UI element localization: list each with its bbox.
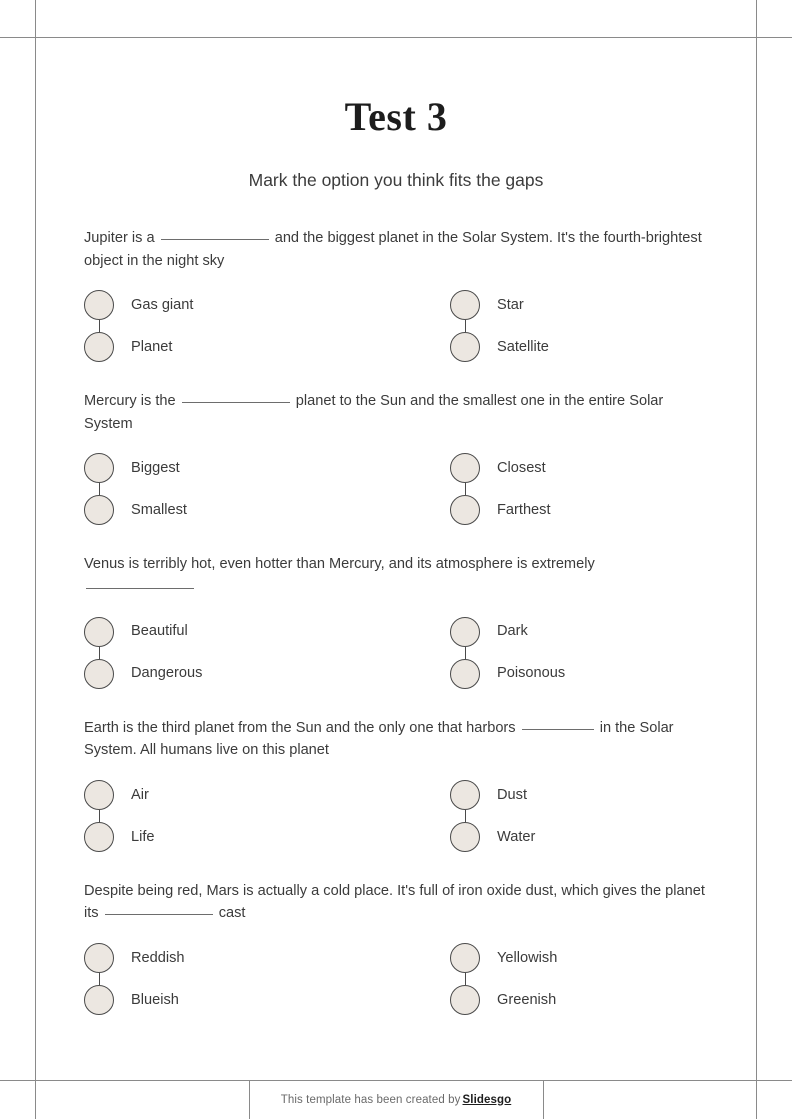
bubble-connector (99, 647, 100, 659)
question-block-3 (84, 553, 706, 694)
option-1-left-2[interactable] (84, 326, 450, 368)
option-3-right-2[interactable] (450, 653, 706, 695)
question-prompt-4-after: in the Solar System. All humans live on this planet (84, 719, 674, 759)
question-prompt-4-before: Earth is the third planet from the Sun and the only one that harbors (84, 719, 516, 736)
radio-bubble-icon[interactable] (450, 453, 480, 483)
radio-bubble-icon[interactable] (84, 780, 114, 810)
answer-blank-4[interactable] (522, 729, 594, 730)
option-2-right-2[interactable] (450, 489, 706, 531)
radio-bubble-icon[interactable] (450, 617, 480, 647)
option-3-left-2[interactable] (84, 653, 450, 695)
page-title: Test 3 (344, 94, 448, 139)
question-prompt-5-after: cast (218, 905, 246, 922)
answer-blank-1[interactable] (161, 239, 269, 240)
frame-line-left (35, 0, 36, 1119)
question-prompt-2-before: Mercury is the (84, 393, 176, 410)
option-3-left-1[interactable] (84, 611, 450, 653)
radio-bubble-icon[interactable] (450, 943, 480, 973)
option-2-left-2[interactable] (84, 489, 450, 531)
options-column-right-2 (450, 447, 706, 531)
bubble-connector (99, 973, 100, 985)
options-column-left-4 (84, 774, 450, 858)
bubble-connector (99, 483, 100, 495)
radio-bubble-icon[interactable] (84, 822, 114, 852)
options-column-left-2 (84, 447, 450, 531)
question-prompt-2-after: planet to the Sun and the smallest one in the entire Solar System (84, 393, 664, 432)
option-label: Life (131, 828, 155, 845)
question-prompt-5 (84, 880, 706, 925)
option-label: Biggest (131, 460, 180, 477)
frame-line-right (756, 0, 757, 1119)
bubble-connector (465, 810, 466, 822)
option-2-right-1[interactable] (450, 447, 706, 489)
question-block-1 (84, 227, 706, 368)
bubble-connector (465, 483, 466, 495)
bubble-connector (465, 973, 466, 985)
option-label: Water (497, 828, 536, 845)
option-label: Greenish (497, 991, 557, 1008)
question-prompt-3 (84, 553, 706, 598)
radio-bubble-icon[interactable] (84, 495, 114, 525)
page-subtitle: Mark the option you think fits the gaps (248, 170, 544, 190)
options-row-4 (84, 774, 706, 858)
bubble-connector (99, 810, 100, 822)
question-prompt-4 (84, 717, 706, 762)
question-prompt-3-before: Venus is terribly hot, even hotter than Mercury, and its atmosphere is extremely (84, 556, 595, 573)
option-label: Planet (131, 338, 173, 355)
answer-blank-2[interactable] (182, 402, 290, 403)
option-3-right-1[interactable] (450, 611, 706, 653)
option-1-right-1[interactable] (450, 284, 706, 326)
option-5-left-2[interactable] (84, 979, 450, 1021)
option-1-left-1[interactable] (84, 284, 450, 326)
radio-bubble-icon[interactable] (84, 659, 114, 689)
answer-blank-5[interactable] (105, 914, 213, 915)
radio-bubble-icon[interactable] (450, 985, 480, 1015)
radio-bubble-icon[interactable] (84, 453, 114, 483)
footer (0, 1080, 792, 1119)
options-row-5 (84, 937, 706, 1021)
radio-bubble-icon[interactable] (84, 943, 114, 973)
options-row-1 (84, 284, 706, 368)
radio-bubble-icon[interactable] (84, 985, 114, 1015)
answer-blank-3[interactable] (86, 588, 194, 589)
option-label: Smallest (131, 502, 187, 519)
option-label: Closest (497, 460, 546, 477)
option-4-right-2[interactable] (450, 816, 706, 858)
radio-bubble-icon[interactable] (84, 332, 114, 362)
option-label: Dust (497, 786, 528, 803)
options-column-right-5 (450, 937, 706, 1021)
frame-line-top (0, 37, 792, 38)
option-2-left-1[interactable] (84, 447, 450, 489)
options-column-right-4 (450, 774, 706, 858)
option-label: Reddish (131, 949, 185, 966)
radio-bubble-icon[interactable] (84, 617, 114, 647)
options-column-left-1 (84, 284, 450, 368)
question-block-2 (84, 390, 706, 531)
question-prompt-1-after: and the biggest planet in the Solar System. It's the fourth-brightest object in the night sky (84, 230, 702, 269)
option-label: Dangerous (131, 665, 203, 682)
radio-bubble-icon[interactable] (450, 332, 480, 362)
option-1-right-2[interactable] (450, 326, 706, 368)
question-prompt-1-before: Jupiter is a (84, 230, 155, 246)
option-label: Dark (497, 623, 528, 640)
bubble-connector (465, 647, 466, 659)
options-column-right-3 (450, 611, 706, 695)
option-label: Star (497, 296, 524, 313)
option-label: Poisonous (497, 665, 566, 682)
options-column-right-1 (450, 284, 706, 368)
option-5-right-1[interactable] (450, 937, 706, 979)
option-5-right-2[interactable] (450, 979, 706, 1021)
radio-bubble-icon[interactable] (450, 290, 480, 320)
options-row-3 (84, 611, 706, 695)
footer-credit (281, 1094, 511, 1106)
option-label: Gas giant (131, 296, 194, 313)
options-column-left-3 (84, 611, 450, 695)
question-prompt-5-before: Despite being red, Mars is actually a cold place. It's full of iron oxide dust, which gives the planet its (84, 882, 705, 922)
question-block-5 (84, 880, 706, 1021)
question-prompt-1 (84, 227, 706, 272)
option-label: Beautiful (131, 623, 188, 640)
bubble-connector (465, 320, 466, 332)
options-row-2 (84, 447, 706, 531)
option-label: Satellite (497, 338, 549, 355)
option-label: Farthest (497, 502, 551, 519)
radio-bubble-icon[interactable] (450, 780, 480, 810)
footer-credit-text: This template has been created by (280, 1093, 461, 1106)
slidesgo-link[interactable]: Slidesgo (462, 1093, 512, 1106)
option-label: Blueish (131, 991, 179, 1008)
options-column-left-5 (84, 937, 450, 1021)
option-label: Yellowish (497, 949, 558, 966)
question-prompt-2 (84, 390, 706, 435)
radio-bubble-icon[interactable] (450, 822, 480, 852)
radio-bubble-icon[interactable] (450, 495, 480, 525)
option-label: Air (131, 786, 149, 803)
radio-bubble-icon[interactable] (450, 659, 480, 689)
question-block-4 (84, 717, 706, 858)
option-4-right-1[interactable] (450, 774, 706, 816)
bubble-connector (99, 320, 100, 332)
radio-bubble-icon[interactable] (84, 290, 114, 320)
option-4-left-1[interactable] (84, 774, 450, 816)
questions-list (84, 227, 706, 1021)
option-4-left-2[interactable] (84, 816, 450, 858)
option-5-left-1[interactable] (84, 937, 450, 979)
